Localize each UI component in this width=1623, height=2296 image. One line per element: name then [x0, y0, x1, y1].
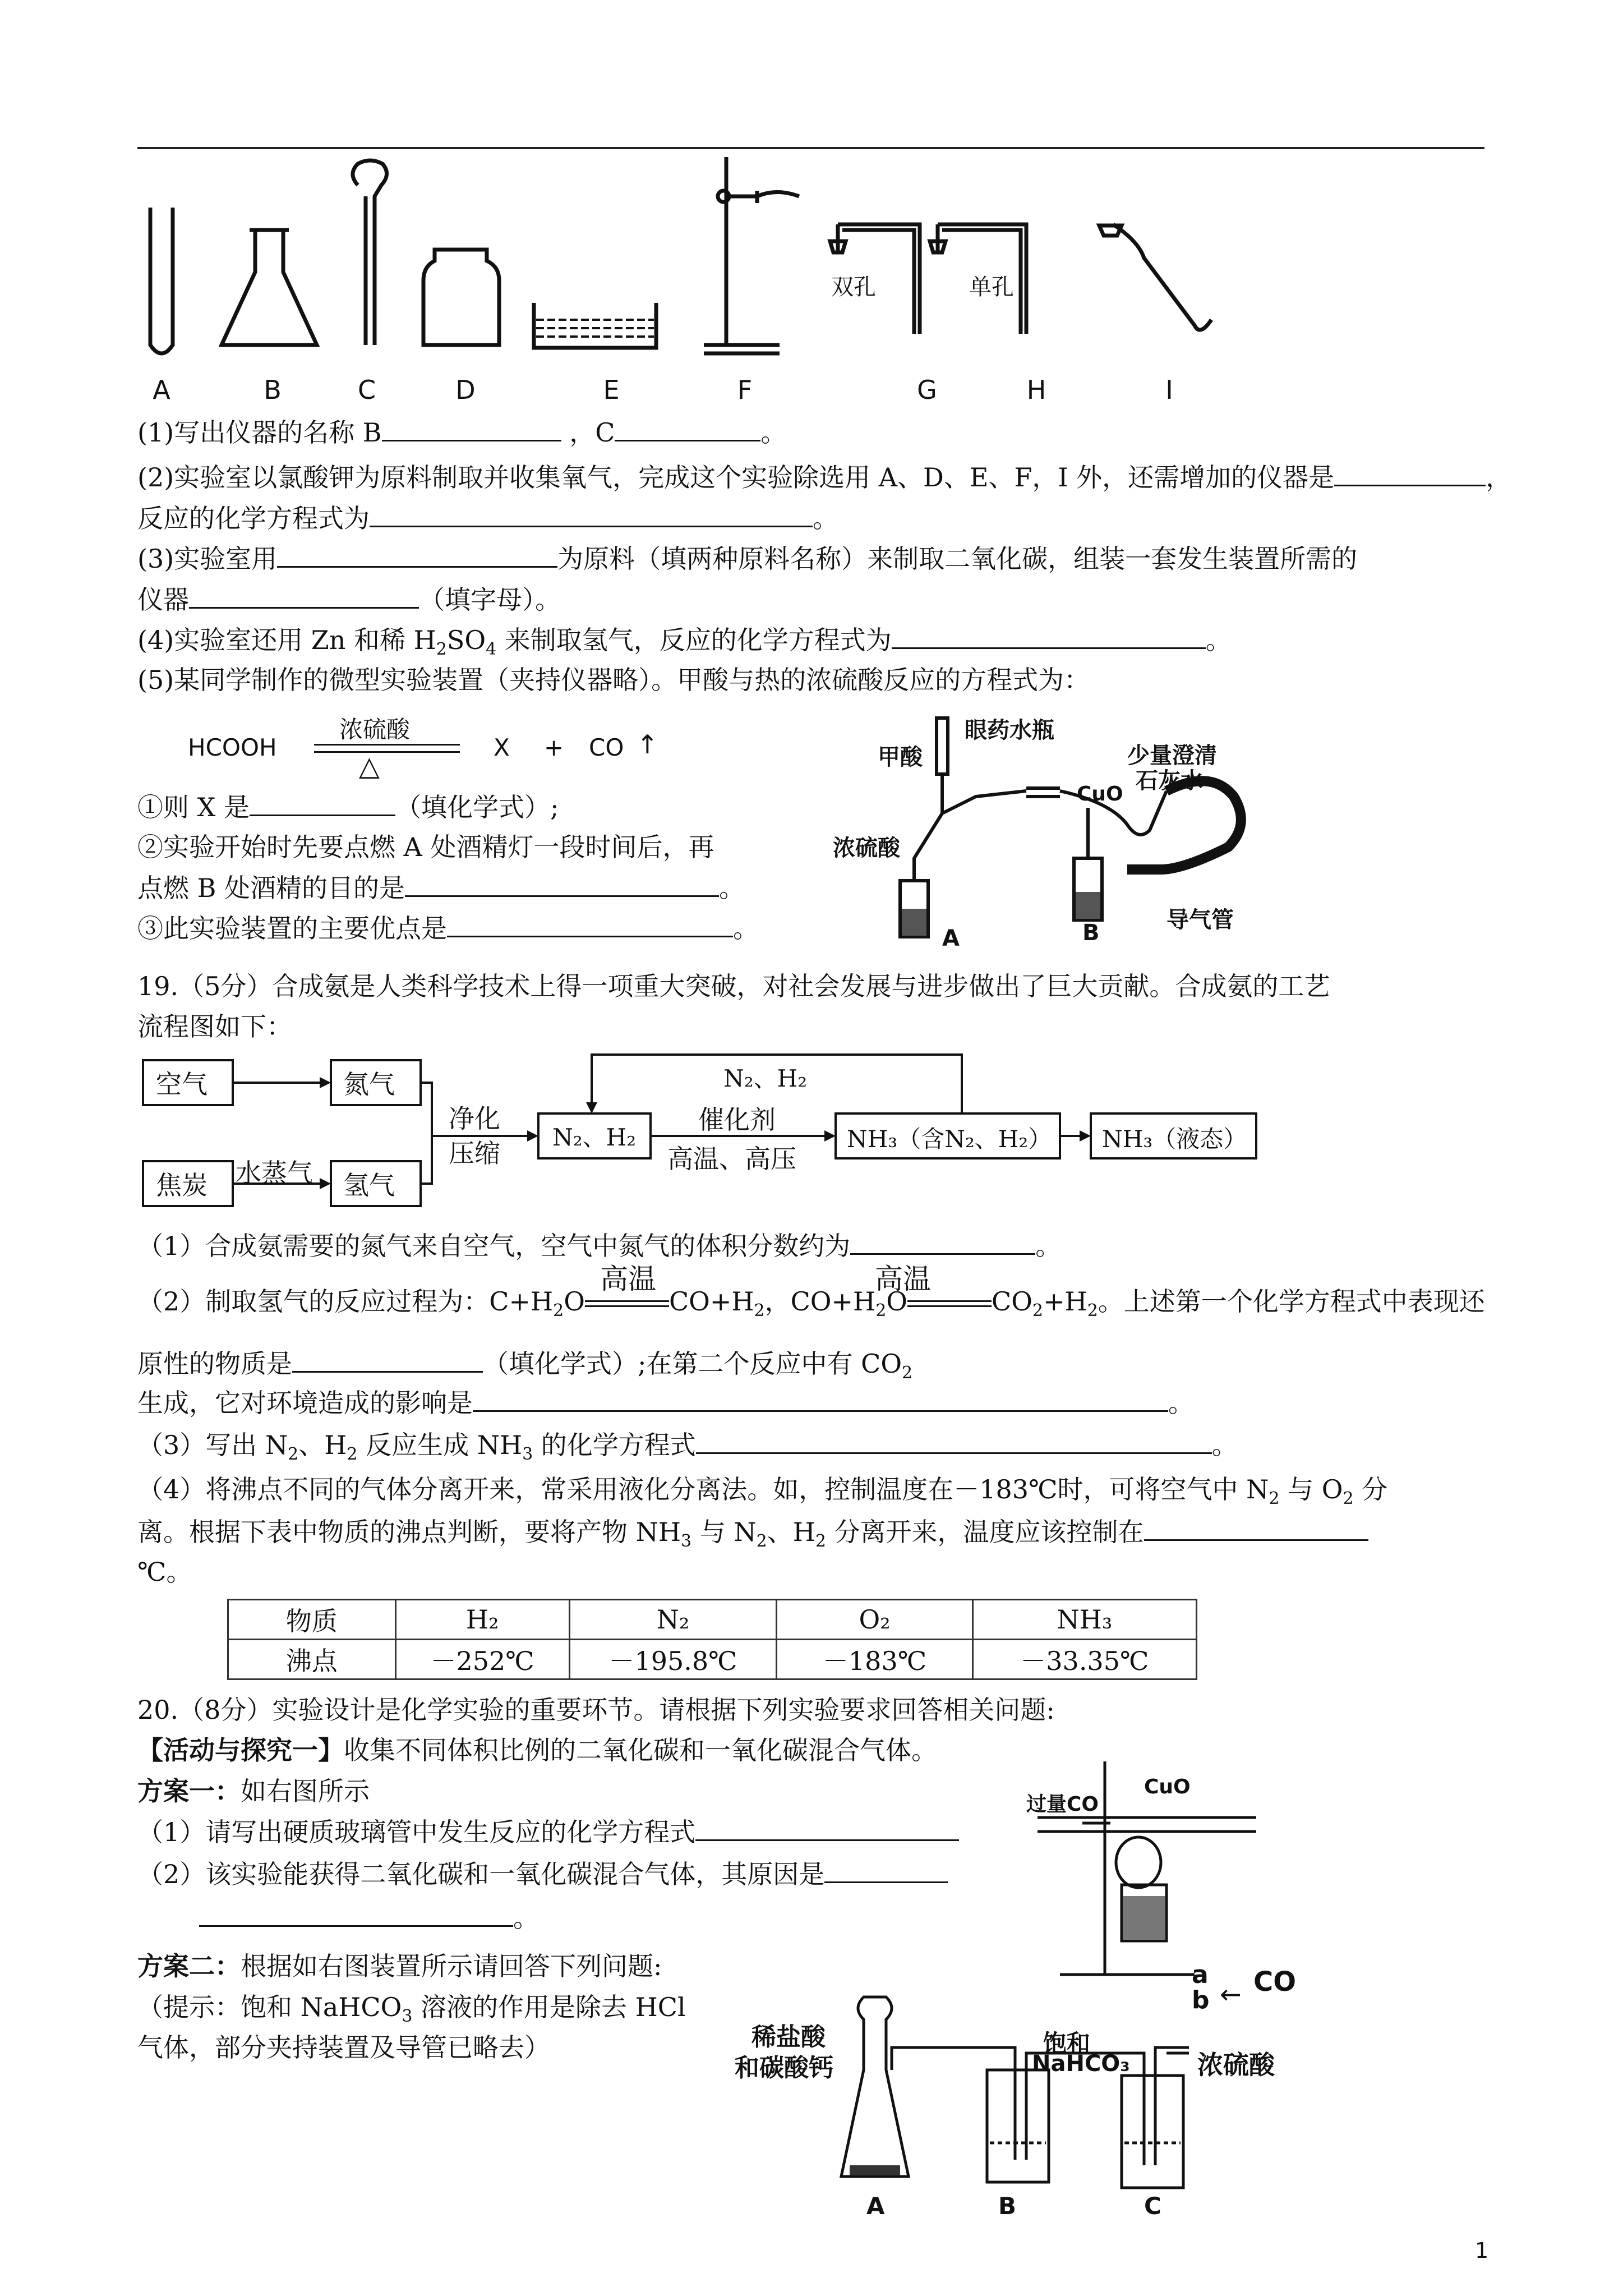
label-formic-acid: 甲酸 — [878, 744, 923, 770]
label-limewater-1: 少量澄清 — [1127, 743, 1217, 769]
table-row — [228, 1600, 1197, 1640]
flow-coke: 焦炭 — [156, 1170, 208, 1200]
eq-plus: + — [544, 734, 564, 761]
q18-sub2-line2: 点燃 B 处酒精的目的是 。 — [137, 871, 745, 905]
label-co-inlet: CO — [1253, 1966, 1297, 1998]
q18-part4: (4)实验室还用 Zn 和稀 $H_2SO_4$ 来制取氢气，反应的化学方程式为 。 — [137, 623, 1232, 666]
label-d: D — [455, 375, 476, 405]
table-cell: －183℃ — [777, 1640, 972, 1680]
answer-blank[interactable] — [824, 1857, 948, 1883]
eq-condition-bottom: △ — [359, 751, 380, 782]
apparatus-figure — [135, 151, 1256, 370]
q19-intro-2: 流程图如下： — [137, 1011, 292, 1042]
label-f: F — [737, 375, 753, 405]
gas-jar-icon — [423, 250, 499, 345]
flow-compress: 压缩 — [449, 1138, 500, 1168]
q20-plan1-part1: （1）请写出硬质玻璃管中发生反应的化学方程式 — [137, 1815, 959, 1849]
answer-blank[interactable] — [1144, 1515, 1368, 1541]
q19-part4-line1: （4）将沸点不同的气体分离开来，常采用液化分离法。如，控制温度在－183℃时，可将空气中 $N_2$ 与 $O_2$ 分 — [137, 1474, 1388, 1509]
label-conc-acid: 浓硫酸 — [833, 835, 900, 861]
label-bottle-b: B — [998, 2192, 1017, 2220]
label-acid-2: 和碳酸钙 — [735, 2054, 833, 2082]
q18-part2-line2: 反应的化学方程式为 。 — [137, 501, 838, 535]
table-cell: NH₃ — [972, 1600, 1196, 1640]
thistle-funnel-icon — [353, 160, 387, 345]
eq-gas-arrow: ↑ — [637, 729, 658, 760]
answer-blank[interactable] — [696, 1428, 1212, 1454]
answer-blank[interactable] — [473, 1386, 1168, 1412]
flow-steam: 水蒸气 — [236, 1158, 313, 1188]
label-a: A — [153, 375, 170, 405]
answer-blank[interactable] — [277, 541, 557, 568]
answer-blank[interactable] — [199, 1901, 513, 1927]
answer-blank[interactable] — [850, 1228, 1035, 1255]
flow-purify: 净化 — [449, 1103, 500, 1134]
label-acid-1: 稀盐酸 — [751, 2023, 826, 2051]
label-i: I — [1165, 375, 1173, 405]
header-rule — [137, 147, 1484, 149]
q20-plan1-part2: （2）该实验能获得二氧化碳和一氧化碳混合气体，其原因是 — [137, 1857, 948, 1891]
q19-part2-line3: 生成，它对环境造成的影响是 。 — [137, 1386, 1194, 1420]
q19-part2-line1: （2）制取氢气的反应过程为：$C+H_2O$ $CO+H_2$，$CO+H_2O$ $CO_2+H_2$。上述第一个化学方程式中表现还 — [137, 1286, 1485, 1321]
label-port-a: a — [1192, 1961, 1209, 1989]
label-conc-h2so4: 浓硫酸 — [1197, 2050, 1275, 2080]
answer-blank[interactable] — [189, 582, 419, 609]
flow-liquid: NH₃（液态） — [1102, 1125, 1247, 1153]
q19-part1: （1）合成氨需要的氮气来自空气，空气中氮气的体积分数约为 。 — [137, 1228, 1061, 1263]
g-tag: 双孔 — [831, 274, 876, 300]
iron-stand-icon — [704, 157, 799, 353]
label-eyedrop-bottle: 眼药水瓶 — [965, 717, 1054, 743]
table-cell: H₂ — [395, 1600, 569, 1640]
label-port-b: b — [1192, 1986, 1210, 2014]
answer-blank[interactable] — [892, 623, 1206, 649]
label-limewater-2: 石灰水 — [1136, 768, 1203, 794]
q20-activity: 【活动与探究一】收集不同体积比例的二氧化碳和一氧化碳混合气体。 — [137, 1735, 937, 1765]
eq-x: X — [494, 734, 510, 761]
q20-hint-2: 气体，部分夹持装置及导管已略去） — [137, 2032, 550, 2063]
flow-catalyst: 催化剂 — [698, 1105, 776, 1135]
answer-blank[interactable] — [292, 1346, 483, 1373]
table-cell: N₂ — [569, 1600, 777, 1640]
test-tube-icon — [150, 208, 173, 353]
answer-blank[interactable] — [382, 415, 561, 441]
flow-recycle: N₂、H₂ — [723, 1065, 808, 1092]
answer-blank[interactable] — [447, 911, 733, 937]
table-cell: －252℃ — [395, 1640, 569, 1680]
answer-blank[interactable] — [250, 790, 395, 816]
q18-sub1: ①则 X 是 （填化学式）; — [137, 790, 559, 824]
q18-part1: (1)写出仪器的名称 B ，C 。 — [137, 415, 786, 449]
answer-blank[interactable] — [370, 501, 813, 527]
label-saturated-2: NaHCO₃ — [1032, 2051, 1130, 2077]
answer-blank[interactable] — [405, 871, 719, 897]
flow-mix: N₂、H₂ — [552, 1124, 637, 1151]
page-number: 1 — [1475, 2238, 1489, 2263]
bent-tube-icon — [1099, 224, 1211, 330]
label-b: B — [264, 375, 282, 405]
q19-part4-line2: 离。根据下表中物质的沸点判断，要将产物 $NH_3$ 与 $N_2$、$H_2$ 分离开来，温度应该控制在 — [137, 1515, 1368, 1558]
q19-intro-1: 19.（5分）合成氨是人类科学技术上得一项重大突破，对社会发展与进步做出了巨大贡献。合成氨的工艺 — [137, 971, 1330, 1001]
q19-part4-line3: ℃。 — [137, 1557, 192, 1587]
table-row — [228, 1640, 1197, 1680]
q20-intro: 20.（8分）实验设计是化学实验的重要环节。请根据下列实验要求回答相关问题: — [137, 1695, 1055, 1725]
answer-blank[interactable] — [615, 415, 760, 441]
table-cell: 沸点 — [228, 1640, 396, 1680]
cond-high-temp-2: 高温 — [875, 1263, 931, 1295]
eq-condition-top: 浓硫酸 — [339, 716, 411, 743]
co2-generation-figure — [830, 1986, 1256, 2227]
q18-part3-line1: (3)实验室用 为原料（填两种原料名称）来制取二氧化碳，组装一套发生装置所需的 — [137, 541, 1357, 576]
eq-double-line — [314, 744, 460, 753]
answer-blank[interactable] — [1334, 460, 1486, 486]
table-cell: 物质 — [228, 1600, 396, 1640]
flow-nitrogen: 氮气 — [343, 1069, 395, 1099]
label-burner-b: B — [1082, 920, 1100, 946]
h-tag: 单孔 — [969, 274, 1014, 300]
q20-plan1-part2-cont: 。 — [199, 1901, 539, 1935]
q18-part5: (5)某同学制作的微型实验装置（夹持仪器略）。甲酸与热的浓硫酸反应的方程式为： — [137, 665, 1090, 695]
co-arrow-icon: ← — [1220, 1979, 1242, 2009]
q19-part2-line2: 原性的物质是 （填化学式）;在第二个反应中有 $CO_2$ — [137, 1346, 912, 1390]
flow-conditions: 高温、高压 — [667, 1144, 796, 1174]
label-flask-a: A — [866, 2192, 885, 2220]
label-cuo: CuO — [1077, 783, 1123, 806]
conical-flask-icon — [222, 230, 317, 345]
flow-air: 空气 — [156, 1069, 208, 1099]
label-g: G — [917, 375, 937, 405]
q18-sub3: ③此实验装置的主要优点是 。 — [137, 911, 759, 945]
table-cell: －195.8℃ — [569, 1640, 777, 1680]
flow-product: NH₃（含N₂、H₂） — [847, 1125, 1052, 1153]
label-bottle-c: C — [1144, 2192, 1161, 2220]
label-e: E — [603, 375, 620, 405]
q18-part2-line1: (2)实验室以氯酸钾为原料制取并收集氧气，完成这个实验除选用 A、D、E、F，I 外，还需增加的仪器是 ， — [137, 460, 1511, 494]
q18-sub2-line1: ②实验开始时先要点燃 A 处酒精灯一段时间后，再 — [137, 832, 714, 862]
label-saturated-1: 饱和 — [1043, 2030, 1091, 2057]
label-excess-co: 过量CO — [1026, 1793, 1099, 1816]
table-cell: －33.35℃ — [972, 1640, 1196, 1680]
cond-high-temp-1: 高温 — [600, 1263, 656, 1295]
label-fig1-cuo: CuO — [1144, 1775, 1191, 1798]
q20-hint-1: （提示：饱和 NaHCO$_3$ 溶液的作用是除去 HCl — [137, 1992, 686, 2027]
table-cell: O₂ — [777, 1600, 972, 1640]
flow-hydrogen: 氢气 — [343, 1170, 395, 1200]
label-c: C — [357, 375, 376, 405]
q20-plan2: 方案二：根据如右图装置所示请回答下列问题: — [137, 1951, 662, 1981]
water-trough-icon — [534, 303, 656, 348]
label-burner-a: A — [942, 926, 960, 951]
label-h: H — [1026, 375, 1046, 405]
eq-co: CO — [589, 734, 624, 761]
eq-left: HCOOH — [188, 734, 277, 761]
q20-plan1: 方案一：如右图所示 — [137, 1776, 370, 1806]
q19-part3: （3）写出 $N_2$、$H_2$ 反应生成 $NH_3$ 的化学方程式 。 — [137, 1428, 1238, 1471]
q18-part3-line2: 仪器 （填字母）。 — [137, 582, 561, 616]
label-gas-tube: 导气管 — [1166, 907, 1234, 933]
answer-blank[interactable] — [695, 1815, 959, 1841]
boiling-point-table — [227, 1599, 1197, 1680]
